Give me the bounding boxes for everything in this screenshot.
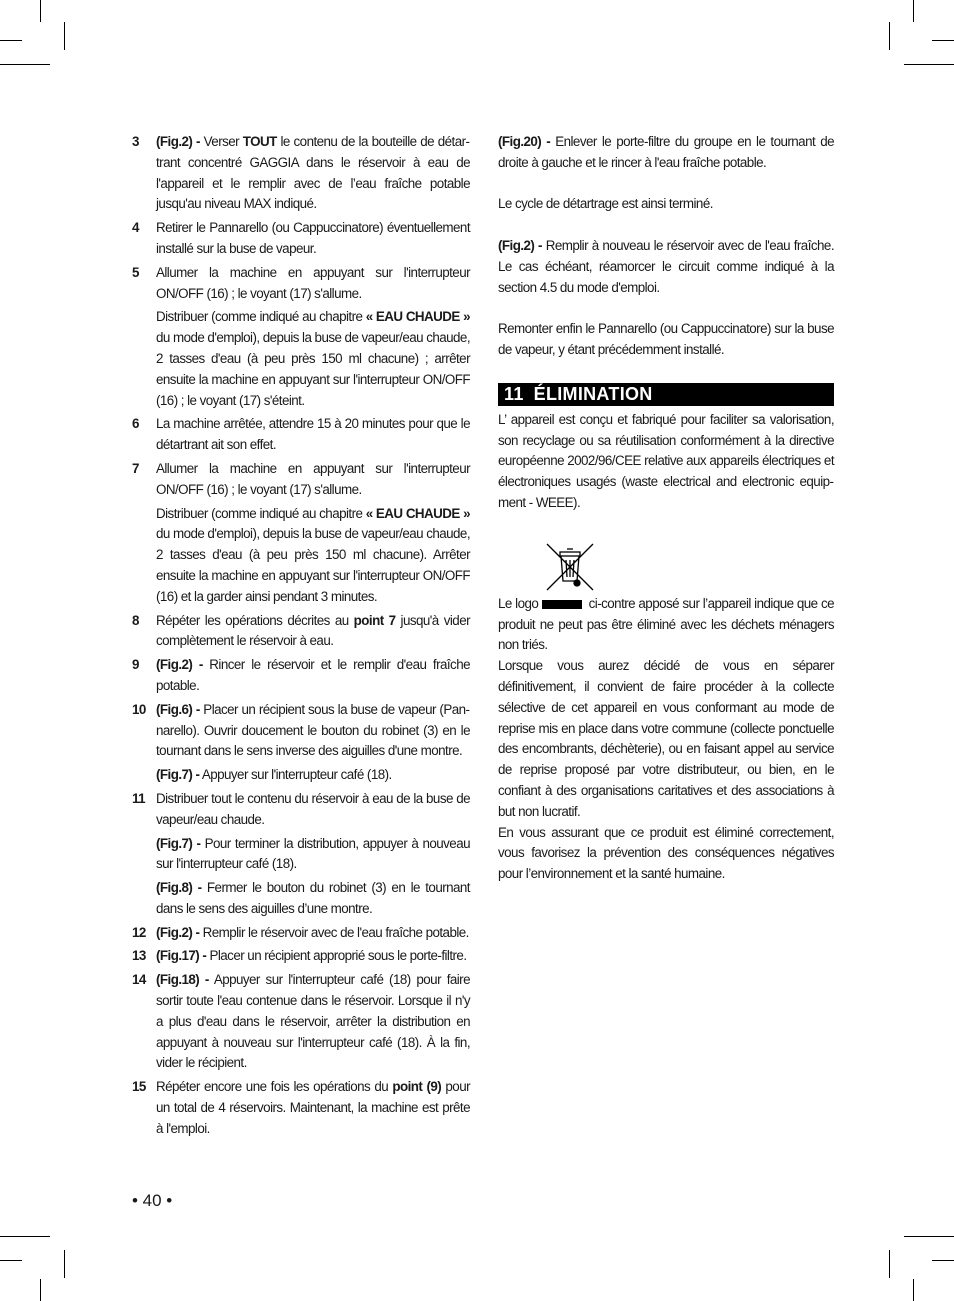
step-item (132, 611, 470, 653)
step-number: 10 (132, 701, 146, 717)
step-item (132, 700, 470, 786)
descaling-steps (132, 132, 470, 1143)
step-item (132, 132, 470, 215)
step-text: (Fig.7) - Appuyer sur l'interrupteur café (18). (156, 767, 392, 783)
weee-bin-icon-block (498, 542, 834, 594)
paragraph: Le logo ci-contre apposé sur l’appareil indique que ce produit ne peut pas être éliminé avec les déchets ménagers non triés. (498, 595, 834, 653)
section-number: 11 (504, 383, 524, 404)
step-number: 7 (132, 460, 139, 476)
paragraph: Remonter enfin le Pannarello (ou Cappuccinatore) sur la buse de vapeur, y étant précédemment installé. (498, 321, 834, 357)
page-number: • 40 • (132, 1191, 173, 1210)
step-number: 15 (132, 1079, 146, 1095)
step-text: Allumer la machine en appuyant sur l'interrupteur ON/OFF (16) ; le voyant (17) s'allume. (156, 264, 470, 301)
paragraph: En vous assurant que ce produit est éliminé correctement, vous favorisez la prévention des conséquences négatives pour l’environnement et la santé humaine. (498, 824, 834, 882)
step-text: (Fig.2) - Rincer le réservoir et le remplir d'eau fraîche potable. (156, 657, 470, 693)
step-item (132, 263, 470, 412)
step-number: 3 (132, 134, 139, 149)
step-text: Répéter encore une fois les opérations du point (9) pour un total de 4 réservoirs. Maintenant, la machine est prête à l'emploi. (156, 1079, 471, 1136)
step-text: (Fig.6) - Placer un récipient sous la buse de vapeur (Pannarello). Ouvrir doucement le bouton du robinet (3) en le tournant dans le sens inverse des aiguilles d'une montre. (156, 701, 470, 759)
step-text: (Fig.2) - Remplir le réservoir avec de l'eau fraîche potable. (156, 924, 469, 940)
step-text: Distribuer tout le contenu du réservoir à eau de la buse de vapeur/eau chaude. (156, 790, 470, 827)
step-item (132, 923, 470, 944)
section-title: ÉLIMINATION (533, 383, 653, 404)
weee-logo-bar (542, 600, 582, 609)
right-column (498, 132, 834, 885)
step-number: 13 (132, 948, 146, 964)
step-text: (Fig.18) - Appuyer sur l'interrupteur café (18) pour faire sortir toute l'eau contenue dans le réservoir. Lorsque il n'y a plus d'eau dans le réservoir, arrêter la distribution en appuyant à nouveau sur l'interrupteur café (18). À la fin, vider le récipient. (156, 972, 470, 1071)
step-number: 4 (132, 220, 139, 236)
figure-ref: (Fig.20) - (498, 134, 551, 149)
step-item (132, 789, 470, 920)
step-item (132, 1077, 470, 1139)
step-item (132, 459, 470, 608)
step-text: (Fig.2) - Verser TOUT le contenu de la bouteille de détartrant concentré GAGGIA dans le réservoir à eau de l'appareil et le remplir avec de l’eau fraîche potable jusqu'au niveau MAX indiqué. (156, 134, 470, 212)
step-text: Distribuer (comme indiqué au chapitre « EAU CHAUDE » du mode d'emploi), depuis la buse de vapeur/eau chaude, 2 tasses d'eau (à peu près 150 ml chacune) ; arrêter ensuite la machine en appuyant sur l'interrupteur ON/OFF (16) ; le voyant (17) s'éteint. (156, 309, 471, 408)
step-text: Distribuer (comme indiqué au chapitre « EAU CHAUDE » du mode d'emploi), depuis la buse de vapeur/eau chaude, 2 tasses d'eau (à peu près 150 ml chacune). Arrêter ensuite la machine en appuyant sur l'interrupteur ON/OFF (16) et la garder ainsi pendant 3 minutes. (156, 505, 471, 604)
step-number: 5 (132, 264, 139, 280)
step-number: 11 (132, 790, 146, 806)
step-item (132, 414, 470, 456)
step-text: Retirer le Pannarello (ou Cappuccinatore) éventuellement installé sur la buse de vapeur. (156, 220, 470, 256)
crossed-bin-icon (544, 542, 596, 592)
step-text: (Fig.17) - Placer un récipient approprié sous le porte-filtre. (156, 948, 467, 964)
step-text: Répéter les opérations décrites au point 7 jusqu'à vider complètement le réservoir à eau. (156, 612, 470, 649)
figure-ref: (Fig.2) - (498, 237, 542, 253)
step-number: 12 (132, 924, 146, 940)
step-item (132, 218, 470, 260)
step-number: 8 (132, 612, 139, 628)
paragraph: (Fig.2) - Remplir à nouveau le réservoir avec de l'eau fraîche. Le cas échéant, réamorcer le circuit comme indiqué à la section 4.5 du mode d'emploi. (498, 237, 834, 295)
step-number: 6 (132, 416, 139, 432)
section-heading (498, 383, 834, 406)
step-text: La machine arrêtée, attendre 15 à 20 minutes pour que le détartrant ait son effet. (156, 416, 470, 453)
step-item (132, 946, 470, 967)
step-text: (Fig.8) - Fermer le bouton du robinet (3) en le tournant dans le sens des aiguilles d’une montre. (156, 880, 470, 916)
paragraph: Le cycle de détartrage est ainsi terminé. (498, 196, 713, 212)
step-number: 9 (132, 657, 139, 673)
paragraph: L’ appareil est conçu et fabriqué pour faciliter sa valorisation, son recyclage ou sa réutilisation conformément à la directive européenne 2002/96/CEE relative aux appareils électriques et électroniques usagés (waste electrical and electronic equipment - WEEE). (498, 411, 834, 510)
step-text: (Fig.7) - Pour terminer la distribution, appuyer à nouveau sur l'interrupteur café (18). (156, 835, 470, 872)
step-item (132, 970, 470, 1074)
step-item (132, 655, 470, 697)
step-text: Allumer la machine en appuyant sur l'interrupteur ON/OFF (16) ; le voyant (17) s'allume. (156, 460, 470, 497)
step-number: 14 (132, 972, 146, 988)
paragraph: (Fig.20) - Enlever le porte-filtre du groupe en le tournant de droite à gauche et le rincer à l'eau fraîche potable. (498, 134, 834, 170)
paragraph: Lorsque vous aurez décidé de vous en séparer définitivement, il convient de faire procéder à la collecte sélective de cet appareil en vous conformant au mode de reprise mis en place dans votre commune (collecte ponctuelle des encombrants, déchèterie), ou en faisant appel au service de reprise proposé par votre distributeur, ou bien, en le confiant à des organisations caritatives et des associations à but non lucratif. (498, 658, 834, 819)
